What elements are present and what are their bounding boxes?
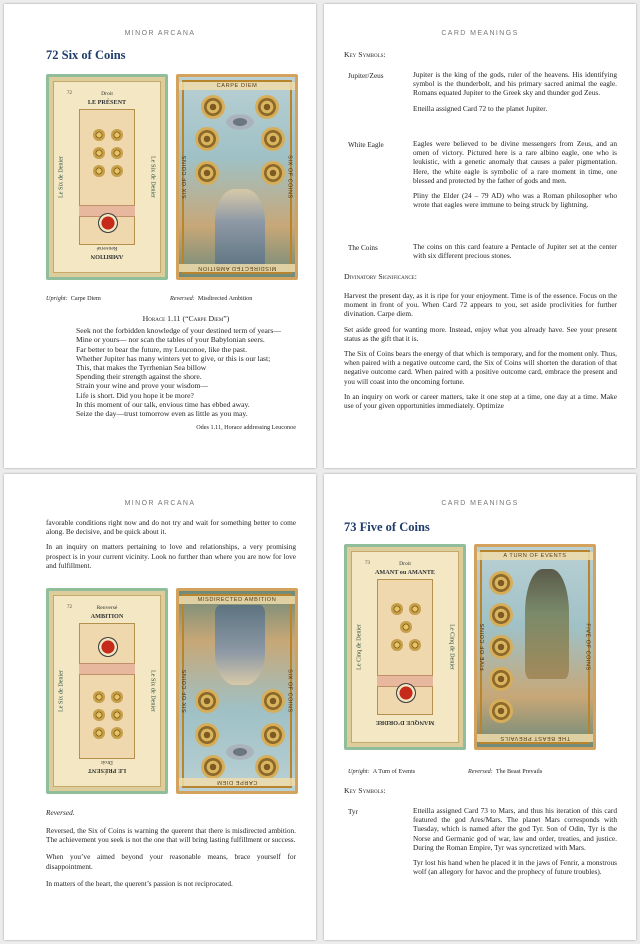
card-reversed-banner: THE BEAST PREVAILS xyxy=(477,734,593,742)
card-side-text: SIX OF COINS xyxy=(182,669,188,713)
card-side-text: SIX OF COINS xyxy=(182,155,188,199)
card-upright-banner: CARPE DIEM xyxy=(179,778,295,786)
card-name: LE PRÉSENT xyxy=(87,99,127,106)
symbol-term: Jupiter/Zeus xyxy=(348,72,384,80)
poem-title: Horace 1.11 (“Carpe Diem”) xyxy=(142,314,230,323)
card-name: AMANT ou AMANTE xyxy=(374,569,436,576)
reversed-heading: Reversed. xyxy=(46,808,75,817)
symbol-term: Tyr xyxy=(348,808,358,816)
running-header: MINOR ARCANA xyxy=(124,500,196,507)
upright-caption: Upright: A Turn of Events xyxy=(348,768,416,775)
reversed-caption: Reversed: Misdirected Ambition xyxy=(170,295,253,302)
card-side-text: Le Six de Denier xyxy=(149,669,157,713)
running-header: CARD MEANINGS xyxy=(441,500,519,507)
symbol-description: The coins on this card feature a Pentacle of Jupiter set at the center with six different precious stones. xyxy=(413,242,617,261)
symbol-term: The Coins xyxy=(348,244,378,252)
card-side-text: Le Six de Denier xyxy=(57,155,65,199)
card-side-text: Le Six de Denier xyxy=(57,669,65,713)
card-reversed-banner: MISDIRECTED AMBITION xyxy=(179,596,295,604)
divinatory-text: Harvest the present day, as it is ripe for your enjoyment. Time is of the essence. Focus on the moment in front of you. When Card 72 appears to you, set aside proclivities for further divination. Carpe diem. Set aside greed for wanting more. Instead, enjoy what you already have. See your present status as the gift that it is. The Six of Coins bears the energy of that which is temporary, and for the moment only. Thus, when paired with a negative outcome card, the Six of Coins will shorten the duration of that negative outcome card. When paired with a positive outcome card, embrace the present and you will coast into the oncoming fortune. In an inquiry on work or career matters, take it one step at a time, one day at a time. Make use of your given opportunities immediately. Optimize xyxy=(344,291,617,411)
card-name: AMBITION xyxy=(90,613,124,620)
card-side-text: FIVE OF COINS xyxy=(584,623,590,671)
page-minor-arcana-72-reversed xyxy=(4,474,316,940)
poem-attribution: Odes 1.11, Horace addressing Leuconoe xyxy=(196,424,296,432)
modern-card-image xyxy=(176,588,298,794)
modern-card-image xyxy=(474,544,596,750)
modern-card-image xyxy=(176,74,298,280)
card-side-text: Le Cinq de Denier xyxy=(447,624,455,670)
card-reversed-name: MANQUE D’ORDRE xyxy=(375,719,435,726)
card-side-text: Le Six de Denier xyxy=(149,155,157,199)
card-reversed-name: LE PRÉSENT xyxy=(87,767,127,774)
upright-caption: Upright: Carpe Diem xyxy=(46,295,101,302)
card-top-label: Droit xyxy=(101,91,113,97)
card-side-text: Le Cinq de Denier xyxy=(355,624,363,670)
symbol-description: Etteilla assigned Card 73 to Mars, and thus his iteration of this card featured the god Ares/Mars. The planet Mars corresponds with Tuesday, which is named after the god Tyr. Son of Odin, Tyr is the Norse and Germanic god of war, law and order, treaties, and justice. During the Roman Empire, Tyr was syncretized with Mars. Tyr lost his hand when he placed it in the jaws of Fenrir, a monstrous wolf (an allegory for havoc and the prophecy of future troubles). xyxy=(413,806,617,877)
etteilla-card-image: 73 Droit AMANT ou AMANTE Le Cinq de Denier Le Cinq de Denier MANQUE D’ORDRE xyxy=(344,544,466,750)
running-header: CARD MEANINGS xyxy=(441,30,519,37)
page-card-meanings-72 xyxy=(324,4,636,468)
card-upright-banner: CARPE DIEM xyxy=(179,82,295,90)
card-top-label: Renversé xyxy=(96,605,118,611)
card-side-text: SIX OF COINS xyxy=(286,669,292,713)
etteilla-card-image: 72 Renversé AMBITION Le Six de Denier Le Six de Denier LE PRÉSENT Droit xyxy=(46,588,168,794)
card-title: 72 Six of Coins xyxy=(46,48,126,62)
card-side-text: SIX OF COINS xyxy=(286,155,292,199)
card-upright-banner: A TURN OF EVENTS xyxy=(477,552,593,560)
etteilla-card-image: 72 Droit LE PRÉSENT Le Six de Denier Le Six de Denier AMBITION Renversé xyxy=(46,74,168,280)
symbol-description: Jupiter is the king of the gods, ruler of the heavens. His identifying symbol is the thunderbolt, and his primary sacred animal the eagle. Romans equated Jupiter to the Greek sky and thunder god Zeus. Etteilla assigned Card 72 to the planet Jupiter. xyxy=(413,70,617,113)
poem: Horace 1.11 (“Carpe Diem”) Seek not the forbidden knowledge of your destined term of years— Mine or yours— nor scan the tables of your Babylonian seers. Far better to bear the future, my Leuconoe, like the past. Whether Jupiter has many winters yet to give, or this is our last; This, that makes the Tyrrhenian Sea billow Spending their strength against the shore. Strain your wine and prove your wisdom— Life is short. Did you hope it be more? In this moment of our talk, envious time has ebbed away. Seize the day—trust tomorrow even as little as you may. Odes 1.11, Horace addressing Leuconoe xyxy=(76,314,296,432)
card-title: 73 Five of Coins xyxy=(344,520,430,534)
card-side-text: FIVE OF COINS xyxy=(480,623,486,671)
key-symbols-heading: Key Symbols: xyxy=(344,50,386,59)
symbol-description: Eagles were believed to be divine messengers from Zeus, and an omen of victory. Pictured here is a rare albino eagle, one who is leukistic, with a genetic anomaly that causes a paler pigmentation. Here, the white eagle is symbolic of a rare moment in time, one blessed and protected by the father of gods and men. Pliny the Elder (24 – 79 AD) who was a Roman philosopher who wrote that eagles were immune to being struck by lightning. xyxy=(413,139,617,210)
card-top-label: Droit xyxy=(399,561,411,567)
divinatory-heading: Divinatory Significance: xyxy=(344,272,417,281)
reversed-caption: Reversed: The Beast Prevails xyxy=(468,768,543,775)
running-header: MINOR ARCANA xyxy=(124,30,196,37)
page-card-meanings-73 xyxy=(324,474,636,940)
symbol-term: White Eagle xyxy=(348,141,384,149)
key-symbols-heading: Key Symbols: xyxy=(344,786,386,795)
card-reversed-banner: MISDIRECTED AMBITION xyxy=(179,264,295,272)
reversed-text: Reversed, the Six of Coins is warning the querent that there is misdirected ambition. The achievement you seek is not the one that will bring lasting fulfillment or success. When you’ve aimed beyond your reasonable means, brace yourself for disappointment. In matters of the heart, the querent’s passion is not reciprocated. xyxy=(46,826,296,888)
page-minor-arcana-72 xyxy=(4,4,316,468)
body-text: favorable conditions right now and do not try and wait for something better to come along. Be decisive, and be quick about it. In an inquiry on matters pertaining to love and relationships, a very promising prospect is in your current vicinity. Look no further than where you are now for love and fulfillment. xyxy=(46,518,296,570)
card-reversed-name: AMBITION xyxy=(90,253,124,260)
